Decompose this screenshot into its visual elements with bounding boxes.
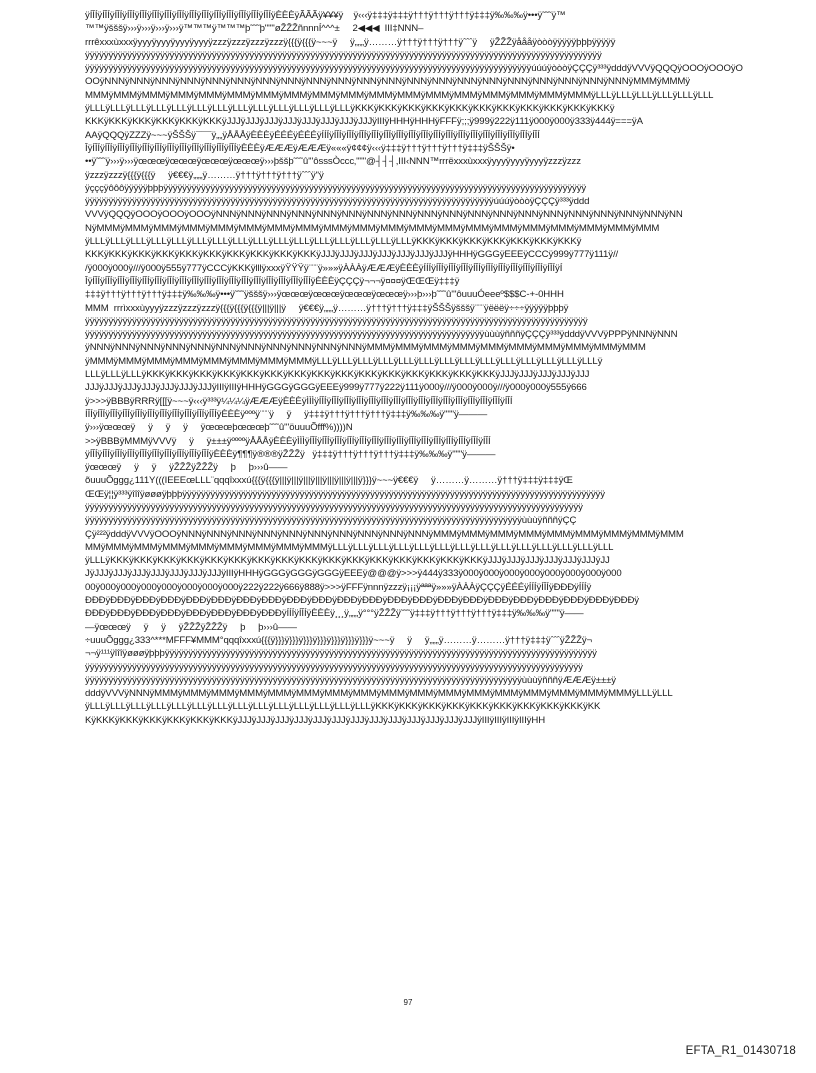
text-line: VVVÿQQQÿOOOÿOOOÿOOOÿNNNÿNNNÿNNNÿNNNÿNNNÿNNNÿNNNÿNNNÿNNNÿNNNÿNNNÿNNNÿNNNÿNNNÿNNNÿNNNÿNNNÿNNNÿNN <box>85 209 683 221</box>
text-line: NÿMMMÿMMMÿMMMÿMMMÿMMMÿMMMÿMMMÿMMMÿMMMÿMMMÿMMMÿMMMÿMMMÿMMMÿMMMÿMMMÿMMMÿMMMÿMMMÿMMM <box>85 222 660 234</box>
text-line: KKKÿKKKÿKKKÿKKKÿKKKÿKKKÿKKKÿKKKÿKKKÿKKKÿJJJÿJJJÿJJJÿJJJÿJJJÿJJJÿJJJÿHHHÿGGGÿEEEÿCCCÿ999ÿ777ÿ111ÿ// <box>85 249 619 261</box>
text-line: ÿÿÿÿÿÿÿÿÿÿÿÿÿÿÿÿÿÿÿÿÿÿÿÿÿÿÿÿÿÿÿÿÿÿÿÿÿÿÿÿÿÿÿÿÿÿÿÿÿÿÿÿÿÿÿÿÿÿÿÿÿÿÿÿÿÿÿÿÿÿÿÿÿÿÿÿÿÿÿÿÿÿÿÿÿÿÿÿÿÿÿÿÿÿÿÿÿÿÿÿÿÿÿÿÿÿ <box>85 661 583 673</box>
text-line: JJJÿJJJÿJJJÿJJJÿJJJÿJJJÿJJJÿIIIÿIIIÿHHHÿGGGÿGGGÿEEEÿ999ÿ777ÿ222ÿ111ÿ000ÿ///ÿ000ÿ000ÿ///ÿ000ÿ000ÿ555ÿ666 <box>85 382 587 394</box>
text-line: ÿÿÿÿÿÿÿÿÿÿÿÿÿÿÿÿÿÿÿÿÿÿÿÿÿÿÿÿÿÿÿÿÿÿÿÿÿÿÿÿÿÿÿÿÿÿÿÿÿÿÿÿÿÿÿÿÿÿÿÿÿÿÿÿÿÿÿÿÿÿÿÿÿÿÿÿÿÿÿÿÿÿÿÿÿÿÿÿÿÿÿÿÿÿÿÿÿÿÿÿÿÿÿÿÿÿÿ <box>85 315 588 327</box>
text-line: ÐÐÐÿÐÐÐÿÐÐÐÿÐÐÐÿÐÐÐÿÐÐÐÿÐÐÐÿÐÐÐÿÍÍÍÿÍÎÍÿÈÈÈÿ¸¸¸ÿ„„„ÿ°°°ÿŽŽŽÿ˜˜˜ÿ‡‡‡ÿ†††ÿ†††ÿ†††ÿ‡‡‡ÿ‰‰‰ÿ"""ÿ—— <box>85 608 584 620</box>
text-line: KÿKKKÿKKKÿKKKÿKKKÿKKKÿKKKÿJJJÿJJJÿJJJÿJJJÿJJJÿJJJÿJJJÿJJJÿJJJÿJJJÿJJJÿJJJÿJJJÿIIIÿIIIÿIIIÿIIIÿHH <box>85 714 546 726</box>
text-line: /ÿ000ÿ000ÿ///ÿ000ÿ555ÿ777ÿCCCÿKKKÿlllÿxxxÿŸŸŸÿ¨¨¨ÿ»»»ÿÀÀÀÿÆÆÆÿÈÈÈÿÍÍÍÿÍÎÍÿÍÎÍÿÍÎÍÿÍÎÍÿÍÎÍÿÍÎÍÿÍÎÍÿÍÎÍÿÍÎÍÿÍÎÍÿÍ <box>85 262 563 274</box>
text-line: LLLÿLLLÿLLLÿKKKÿKKKÿKKKÿKKKÿKKKÿKKKÿKKKÿKKKÿKKKÿKKKÿKKKÿKKKÿKKKÿKKKÿKKKÿJJJÿJJJÿJJJÿJJJÿJJJ <box>85 369 590 381</box>
text-line: —ÿœœœÿ ÿ ÿ ÿŽŽŽÿŽŽŽÿ þ þ›››û—— <box>85 621 297 633</box>
text-line: ÎÿÍÎÍÿÍÎÍÿÍÎÍÿÍÎÍÿÍÎÍÿÍÎÍÿÍÎÍÿÍÎÍÿÍÎÍÿÍÎÍÿÍÎÍÿÍÎÍÿÈÈÈÿÆÆÆÿÆÆÆÿ«««ÿ¢¢¢ÿ‹‹‹ÿ‡‡‡ÿ†††ÿ†††ÿ†††ÿ‡‡‡ÿŠŠŠÿ• <box>85 142 515 154</box>
text-line: Çÿ²²²ÿdddÿVVVÿOOOÿNNNÿNNNÿNNNÿNNNÿNNNÿNNNÿNNNÿNNNÿNNNÿNNNÿMMMÿMMMÿMMMÿMMMÿMMMÿMMMÿMMMÿMMMÿMMM <box>85 528 684 540</box>
text-line: ÿMMMÿMMMÿMMMÿMMMÿMMMÿMMMÿMMMÿMMMÿLLLÿLLLÿLLLÿLLLÿLLLÿLLLÿLLLÿLLLÿLLLÿLLLÿLLLÿLLLÿLLLÿLLLÿ <box>85 355 603 367</box>
text-line: ÐÐÐÿÐÐÐÿÐÐÐÿÐÐÐÿÐÐÐÿÐÐÐÿÐÐÐÿÐÐÐÿÐÐÐÿÐÐÐÿÐÐÐÿÐÐÐÿÐÐÐÿÐÐÐÿÐÐÐÿÐÐÐÿÐÐÐÿÐÐÐÿÐÐÐÿÐÐÐÿÐÐÐÿÐÐÐÿ <box>85 595 639 607</box>
text-line: ÍÎÍÿÍÎÍÿÍÎÍÿÍÎÍÿÍÎÍÿÍÎÍÿÍÎÍÿÍÎÍÿÍÎÍÿÍÎÍÿÍÎÍÿÈÈÈÿºººÿ¨¨¨ÿ ÿ ÿ‡‡‡ÿ†††ÿ†††ÿ†††ÿ‡‡‡ÿ‰‰‰ÿ"""ÿ——— <box>85 408 488 420</box>
text-line: JÿJJJÿJJJÿJJJÿJJJÿJJJÿJJJÿJJJÿIIIÿHHHÿGGGÿGGGÿGGGÿEEEÿ@@@ÿ>>>ÿ444ÿ333ÿ000ÿ000ÿ000ÿ000ÿ000ÿ000ÿ000ÿ000 <box>85 568 622 580</box>
text-line: 00ÿ000ÿ000ÿ000ÿ000ÿ000ÿ000ÿ000ÿ222ÿ222ÿ666ÿ888ÿ>>>ÿFFFÿnnnÿzzzÿ¡¡¡ÿªªªÿ»»»ÿÀÀÀÿÇÇÇÿÉÉÉÿÍÍÍÿÍÎÍÿÐÐÐÿÍÍÍÿ <box>85 581 592 593</box>
text-line: ÿÿÿÿÿÿÿÿÿÿÿÿÿÿÿÿÿÿÿÿÿÿÿÿÿÿÿÿÿÿÿÿÿÿÿÿÿÿÿÿÿÿÿÿÿÿÿÿÿÿÿÿÿÿÿÿÿÿÿÿÿÿÿÿÿÿÿÿÿÿÿÿÿÿÿÿÿÿÿÿÿÿÿÿÿÿÿÿÿÿÿÿÿÿÿÿÿÿÿÿÿÿÿÿÿÿÿÿÿÿ <box>85 49 602 61</box>
text-line: ••ÿ˜˜˜ÿ›››ÿ›››ÿœœœÿœœœÿœœœÿœœœÿ›››þššþ˜˜˜û'''ôsssÒccc‚"""@┤┤┤,III‹NNN™rrrëxxxùxxxÿyyyÿyyyÿyyyÿzzzÿzzz <box>85 156 581 168</box>
text-line: ‡‡‡ÿ†††ÿ†††ÿ†††ÿ‡‡‡ÿ‰‰‰ÿ•••ÿ˜˜˜ÿšššÿ›››ÿœœœÿœœœÿœœœÿœœœÿ›››þ›››þ˜˜˜û'''ôuuuÓeeeº$$$C-+-0HHH <box>85 289 564 301</box>
text-line: MMM rrrìxxxùyyyÿzzzÿzzzÿzzzÿ{{{ÿ{{{ÿ{{{ÿ|||ÿ|||ÿ ÿ€€€ÿ„„„ÿ………ÿ†††ÿ†††ÿ‡‡‡ÿŠŠŠÿšššÿ¨¨¨ÿëëëÿ÷÷÷ÿÿÿÿÿþþþÿ <box>85 302 569 314</box>
text-line: ÿNNNÿNNNÿNNNÿNNNÿNNNÿNNNÿNNNÿNNNÿNNNÿNNNÿNNNÿMMMÿMMMÿMMMÿMMMÿMMMÿMMMÿMMMÿMMMÿMMMÿMMM <box>85 342 646 354</box>
text-line: ÿÿÿÿÿÿÿÿÿÿÿÿÿÿÿÿÿÿÿÿÿÿÿÿÿÿÿÿÿÿÿÿÿÿÿÿÿÿÿÿÿÿÿÿÿÿÿÿÿÿÿÿÿÿÿÿÿÿÿÿÿÿÿÿÿÿÿÿÿÿÿÿÿÿÿÿÿÿÿÿÿÿÿÿÿÿÿÿÿÿÿÿÿùùùÿñññÿÇÇ <box>85 515 577 527</box>
text-line: ÿLLLÿKKKÿKKKÿKKKÿKKKÿKKKÿKKKÿKKKÿKKKÿKKKÿKKKÿKKKÿKKKÿKKKÿKKKÿKKKÿKKKÿJJJÿJJJÿJJJÿJJJÿJJJÿJJJÿJJ <box>85 555 610 567</box>
text-line: ÿÿÿÿÿÿÿÿÿÿÿÿÿÿÿÿÿÿÿÿÿÿÿÿÿÿÿÿÿÿÿÿÿÿÿÿÿÿÿÿÿÿÿÿÿÿÿÿÿÿÿÿÿÿÿÿÿÿÿÿÿÿÿÿÿÿÿÿÿÿÿÿÿÿÿÿÿÿÿÿÿÿÿÿÿÿÿÿÿÿÿÿÿÿÿÿÿÿÿÿÿÿÿÿÿÿ <box>85 501 583 513</box>
text-line: ¬¬ÿ¹¹¹ÿîîîÿøøøÿþþþÿÿÿÿÿÿÿÿÿÿÿÿÿÿÿÿÿÿÿÿÿÿÿÿÿÿÿÿÿÿÿÿÿÿÿÿÿÿÿÿÿÿÿÿÿÿÿÿÿÿÿÿÿÿÿÿÿÿÿÿÿÿÿÿÿÿÿÿÿÿÿÿÿÿÿÿÿÿÿÿÿÿÿÿÿÿÿÿÿÿÿÿ <box>85 648 597 660</box>
text-line: ÿLLLÿLLLÿLLLÿLLLÿLLLÿLLLÿLLLÿLLLÿLLLÿLLLÿLLLÿLLLÿLLLÿLLLÿKKKÿKKKÿKKKÿKKKÿKKKÿKKKÿKKKÿKKKÿKKKÿKK <box>85 701 601 713</box>
document-id: EFTA_R1_01430718 <box>685 1045 796 1057</box>
text-line: ÎÿÍÎÍÿÍÎÍÿÍÎÍÿÍÎÍÿÍÎÍÿÍÎÍÿÍÎÍÿÍÎÍÿÍÎÍÿÍÎÍÿÍÎÍÿÍÎÍÿÍÎÍÿÍÎÍÿÍÎÍÿÍÎÍÿÍÎÍÿÍÎÍÿÈÈÈÿÇÇÇÿ¬¬¬ÿ¤¤¤ÿŒŒŒÿ‡‡‡ÿ <box>85 275 460 287</box>
text-line: ŒŒÿ¦¦ÿ³³³ÿîîîÿøøøÿþþþÿÿÿÿÿÿÿÿÿÿÿÿÿÿÿÿÿÿÿÿÿÿÿÿÿÿÿÿÿÿÿÿÿÿÿÿÿÿÿÿÿÿÿÿÿÿÿÿÿÿÿÿÿÿÿÿÿÿÿÿÿÿÿÿÿÿÿÿÿÿÿÿÿÿÿÿÿÿÿÿÿÿÿÿÿÿÿÿÿÿ <box>85 488 605 500</box>
text-line: ÿÿÿÿÿÿÿÿÿÿÿÿÿÿÿÿÿÿÿÿÿÿÿÿÿÿÿÿÿÿÿÿÿÿÿÿÿÿÿÿÿÿÿÿÿÿÿÿÿÿÿÿÿÿÿÿÿÿÿÿÿÿÿÿÿÿÿÿÿÿÿÿÿÿÿÿÿÿÿÿÿÿÿÿÿÿÿÿÿÿÿÿÿùùùÿñññÿÆÆÆÿ±±±ÿ <box>85 674 616 686</box>
text-line: ÿÿÿÿÿÿÿÿÿÿÿÿÿÿÿÿÿÿÿÿÿÿÿÿÿÿÿÿÿÿÿÿÿÿÿÿÿÿÿÿÿÿÿÿÿÿÿÿÿÿÿÿÿÿÿÿÿÿÿÿÿÿÿÿÿÿÿÿÿÿÿÿÿÿÿÿÿÿÿÿÿÿÿÿÿùùùÿñññÿÇÇÇÿ³³³ÿdddÿVVVÿPPPÿNNNÿNNN <box>85 329 678 341</box>
text-line: OOÿNNNÿNNNÿNNNÿNNNÿNNNÿNNNÿNNNÿNNNÿNNNÿNNNÿNNNÿNNNÿNNNÿNNNÿNNNÿNNNÿNNNÿNNNÿNNNÿNNNÿNNNÿMMMÿMMMÿ <box>85 76 690 88</box>
text-line: KKKÿKKKÿKKKÿKKKÿKKKÿKKKÿJJJÿJJJÿJJJÿJJJÿJJJÿJJJÿJJJÿJJJÿIIIÿHHHÿHHHÿFFFÿ;;;ÿ999ÿ222ÿ111ÿ000ÿ000ÿ333ÿ444ÿ===ÿA <box>85 116 643 128</box>
text-line: ÿzzzÿzzzÿ{{{ÿ{{{ÿ ÿ€€€ÿ„„„ÿ………ÿ†††ÿ†††ÿ†††ÿˆˆˆÿ''ÿ <box>85 169 324 181</box>
text-line: rrrêxxxùxxxÿyyyÿyyyÿyyyÿyyyÿzzzÿzzzÿzzzÿzzzÿ{{{ÿ{{{ÿ~~~ÿ ÿ„„„ÿ………ÿ†††ÿ†††ÿ†††ÿˆˆˆÿ ÿŽŽŽÿåååÿòòòÿÿÿÿÿþþþÿÿÿÿÿ <box>85 36 616 48</box>
text-line: ÿLLLÿLLLÿLLLÿLLLÿLLLÿLLLÿLLLÿLLLÿLLLÿLLLÿLLLÿLLLÿLLLÿKKKÿKKKÿKKKÿKKKÿKKKÿKKKÿKKKÿKKKÿKKKÿKKKÿKKKÿ <box>85 103 615 115</box>
text-line: ™™ÿšššÿ›››ÿ›››ÿ›››ÿ›››ÿ™™™ÿ™™™þ˜˜˜þ"""øŽŽŽñnnnÍ^^^± 2◀◀◀ III‡NNN– <box>85 23 424 35</box>
text-line: ÿLLLÿLLLÿLLLÿLLLÿLLLÿLLLÿLLLÿLLLÿLLLÿLLLÿLLLÿLLLÿLLLÿLLLÿLLLÿLLLÿKKKÿKKKÿKKKÿKKKÿKKKÿKKKÿKKKÿ <box>85 236 582 248</box>
document-body <box>85 9 750 727</box>
text-line: dddÿVVVÿNNNÿMMMÿMMMÿMMMÿMMMÿMMMÿMMMÿMMMÿMMMÿMMMÿMMMÿMMMÿMMMÿMMMÿMMMÿMMMÿMMMÿMMMÿLLLÿLLL <box>85 688 673 700</box>
text-line: ÿÿÿÿÿÿÿÿÿÿÿÿÿÿÿÿÿÿÿÿÿÿÿÿÿÿÿÿÿÿÿÿÿÿÿÿÿÿÿÿÿÿÿÿÿÿÿÿÿÿÿÿÿÿÿÿÿÿÿÿÿÿÿÿÿÿÿÿÿÿÿÿÿÿÿÿÿÿÿÿÿÿÿÿÿÿÿúúúÿòòòÿÇÇÇÿ³³³ÿddd <box>85 196 590 208</box>
text-line: ÿÍÎÍÿÍÎÍÿÍÎÍÿÍÎÍÿÍÎÍÿÍÎÍÿÍÎÍÿÍÎÍÿÍÎÍÿÍÎÍÿÈÈÈÿ¶¶¶ÿ®®®ÿŽŽŽÿ ÿ‡‡‡ÿ†††ÿ†††ÿ†††ÿ‡‡‡ÿ‰‰‰ÿ"""ÿ——— <box>85 448 496 460</box>
page-number: 97 <box>403 998 413 1007</box>
text-line: ÿ›››ÿœœœÿ ÿ ÿ ÿ ÿœœœþœœœþ˜˜˜û'''öuuuÕfff%))))N <box>85 422 353 434</box>
text-line: ÿœœœÿ ÿ ÿ ÿŽŽŽÿŽŽŽÿ þ þ›››û—— <box>85 462 288 474</box>
text-line: MMÿMMMÿMMMÿMMMÿMMMÿMMMÿMMMÿMMMÿMMMÿLLLÿLLLÿLLLÿLLLÿLLLÿLLLÿLLLÿLLLÿLLLÿLLLÿLLLÿLLLÿLLLÿLLL <box>85 541 614 553</box>
text-line: AAÿQQQÿZZZÿ~~~ÿŠŠŠÿ¯¯¯ÿ„„ÿÅÅÅÿÈÈÈÿÉÉÉÿÉÉÉÿÍÍÍÿÍÎÍÿÍÎÍÿÍÎÍÿÍÎÍÿÍÎÍÿÍÎÍÿÍÎÍÿÍÎÍÿÍÎÍÿÍÎÍÿÍÎÍÿÍÎÍÿÍÎÍÿÍÎÍÿÍÎÍÿÍÎÍÿÍÎÍ <box>85 129 540 141</box>
text-line: ÿçççÿôôôÿÿÿÿÿþþþÿÿÿÿÿÿÿÿÿÿÿÿÿÿÿÿÿÿÿÿÿÿÿÿÿÿÿÿÿÿÿÿÿÿÿÿÿÿÿÿÿÿÿÿÿÿÿÿÿÿÿÿÿÿÿÿÿÿÿÿÿÿÿÿÿÿÿÿÿÿÿÿÿÿÿÿÿÿÿÿÿÿÿÿÿÿÿÿÿÿ <box>85 182 587 194</box>
text-line: ÿ>>>ÿBBBÿRRRÿ[[[ÿ~~~ÿ‹‹‹ÿ³³³ÿ¼¼¼ÿÆÆÆÿÈÈÈÿÌÌÌÿÍÎÍÿÍÎÍÿÍÎÍÿÍÎÍÿÍÎÍÿÍÎÍÿÍÎÍÿÍÎÍÿÍÎÍÿÍÎÍÿÍÎÍÿÍÎÍÿÍÎÍÿÍÎÍÿÍÎÍÿÍÎÍ <box>85 395 513 407</box>
text-line: MMMÿMMMÿMMMÿMMMÿMMMÿMMMÿMMMÿMMMÿMMMÿMMMÿMMMÿMMMÿMMMÿMMMÿMMMÿMMMÿMMMÿMMMÿLLLÿLLLÿLLLÿLLLÿLLLÿLLL <box>85 89 714 101</box>
text-line: ÿÿÿÿÿÿÿÿÿÿÿÿÿÿÿÿÿÿÿÿÿÿÿÿÿÿÿÿÿÿÿÿÿÿÿÿÿÿÿÿÿÿÿÿÿÿÿÿÿÿÿÿÿÿÿÿÿÿÿÿÿÿÿÿÿÿÿÿÿÿÿÿÿÿÿÿÿÿÿÿÿÿÿÿÿÿÿÿÿÿÿÿÿÿÿúúúÿòòòÿÇÇÇÿ³³³ÿdddÿVVVÿQQQÿOOOÿOOOÿO <box>85 63 743 75</box>
text-line: ÷uuuÕggg¿333^***MFFF¥MMM°qqqîxxxú{{{ÿ}}}ÿ}}}ÿ}}}ÿ}}}ÿ}}}ÿ}}}ÿ}}}ÿ~~~ÿ ÿ ÿ„„„ÿ………ÿ………ÿ†††ÿ‡‡‡ÿˆˆˆÿŽŽŽÿ¬ <box>85 634 593 646</box>
text-line: ÿÍÎÍÿÍÎÍÿÍÎÍÿÍÎÍÿÍÎÍÿÍÎÍÿÍÎÍÿÍÎÍÿÍÎÍÿÍÎÍÿÍÎÍÿÍÎÍÿÍÎÍÿÍÎÍÿÍÎÍÿÈÈÈÿÃÃÃÿ¥¥¥ÿ ÿ‹‹‹ÿ‡‡‡ÿ‡‡‡ÿ†††ÿ†††ÿ†††ÿ‡‡‡ÿ‰‰‰ÿ•••ÿ˜˜˜ÿ™ <box>85 10 566 21</box>
text-line: õuuuÕggg¿111Y(((IEEEœLLL¨qqqîxxxú{{{ÿ{{{ÿ|||ÿ|||ÿ|||ÿ|||ÿ|||ÿ|||ÿ|||ÿ}}}ÿ~~~ÿ€€€ÿ ÿ………ÿ………ÿ†††ÿ‡‡‡ÿ‡‡‡ÿŒ <box>85 475 573 487</box>
text-line: >>ÿBBBÿMMMÿVVVÿ ÿ ÿ±±±ÿººººÿÅÅÅÿÈÈÈÿÌÌÌÿÍÎÍÿÍÎÍÿÍÎÍÿÍÎÍÿÍÎÍÿÍÎÍÿÍÎÍÿÍÎÍÿÍÎÍÿÍÎÍÿÍÎÍÿÍÎÍÿÍÎÍÿÍÎÍÿÍÎÍ <box>85 435 491 447</box>
